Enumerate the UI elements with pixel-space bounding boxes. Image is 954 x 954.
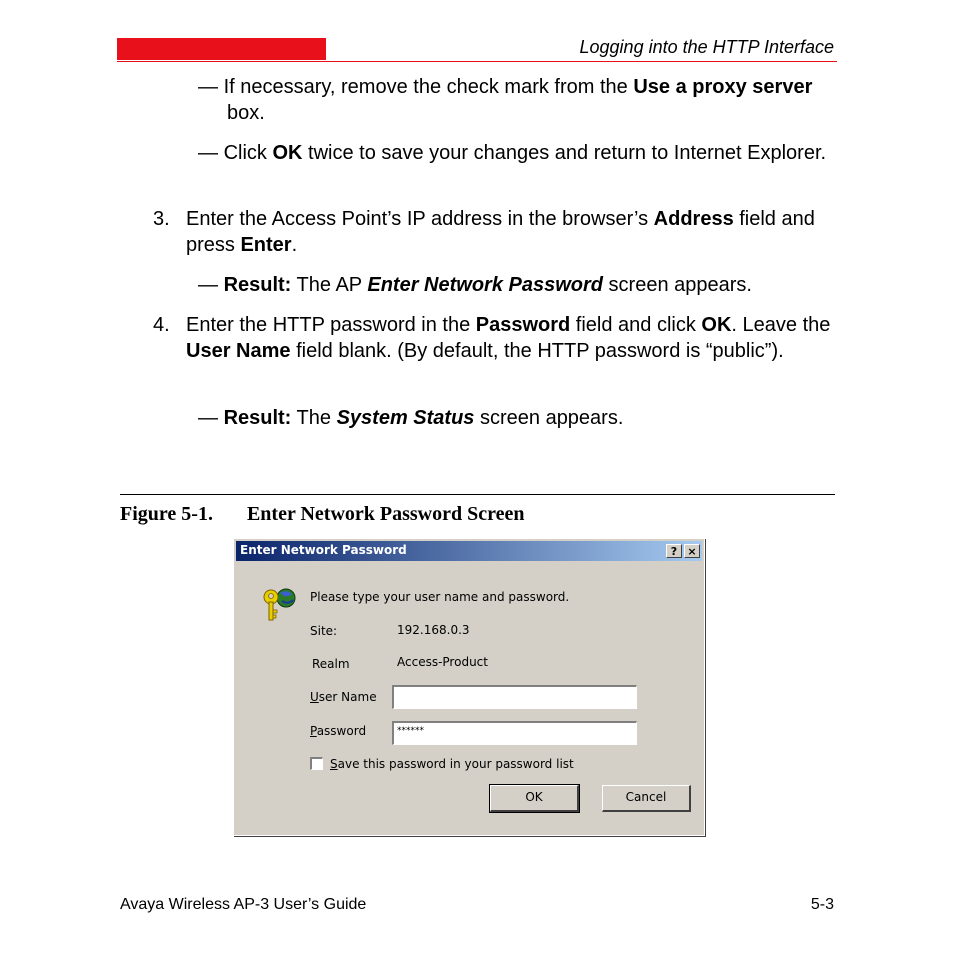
enter-network-password-dialog: [233, 538, 705, 836]
site-value: 192.168.0.3: [397, 623, 470, 637]
header-red-bar: [117, 38, 326, 60]
key-icon: [260, 585, 300, 625]
bullet-click-ok: — Click OK twice to save your changes and return to Internet Explorer.: [198, 142, 827, 164]
username-label: User Name: [310, 690, 377, 704]
dialog-titlebar[interactable]: [236, 541, 702, 561]
footer-page-number: 5-3: [810, 896, 834, 913]
figure-caption: [120, 503, 525, 526]
save-password-checkbox[interactable]: [310, 757, 323, 770]
ok-button[interactable]: OK: [490, 785, 579, 812]
password-label: Password: [310, 724, 367, 738]
cancel-button[interactable]: Cancel: [602, 785, 691, 812]
header-section-title: Logging into the HTTP Interface: [579, 37, 834, 57]
bullet-result-password-screen: — Result: The AP Enter Network Password screen appears.: [198, 274, 752, 296]
dialog-title: Enter Network Password: [240, 543, 407, 557]
figure-title: Enter Network Password Screen: [246, 503, 525, 525]
realm-label: Realm: [312, 657, 350, 671]
password-input[interactable]: ******: [392, 721, 637, 745]
step-text: Enter the HTTP password in the Password field and click OK. Leave the User Name field blank. (By default, the HTTP password is “public”).: [186, 314, 831, 362]
bullet-result-system-status: — Result: The System Status screen appears.: [198, 407, 624, 429]
step-4: [153, 312, 843, 390]
step-text: Enter the Access Point’s IP address in the browser’s Address field and press Enter.: [186, 208, 815, 256]
realm-value: Access-Product: [397, 655, 488, 669]
step-3: [153, 206, 843, 258]
save-password-label[interactable]: Save this password in your password list: [330, 757, 574, 771]
dialog-prompt: Please type your user name and password.: [310, 590, 570, 604]
close-button[interactable]: ×: [684, 544, 700, 558]
help-button[interactable]: ?: [666, 544, 682, 558]
figure-rule: [120, 494, 835, 495]
header-rule: [117, 61, 837, 62]
step-number: 3.: [153, 208, 170, 230]
figure-label: Figure 5-1.: [120, 503, 213, 525]
bullet-remove-proxy: — If necessary, remove the check mark from the Use a proxy server box.: [198, 76, 813, 124]
footer-guide-title: Avaya Wireless AP-3 User’s Guide: [120, 896, 367, 913]
site-label: Site:: [310, 624, 338, 638]
step-number: 4.: [153, 314, 170, 336]
username-input[interactable]: [392, 685, 637, 709]
